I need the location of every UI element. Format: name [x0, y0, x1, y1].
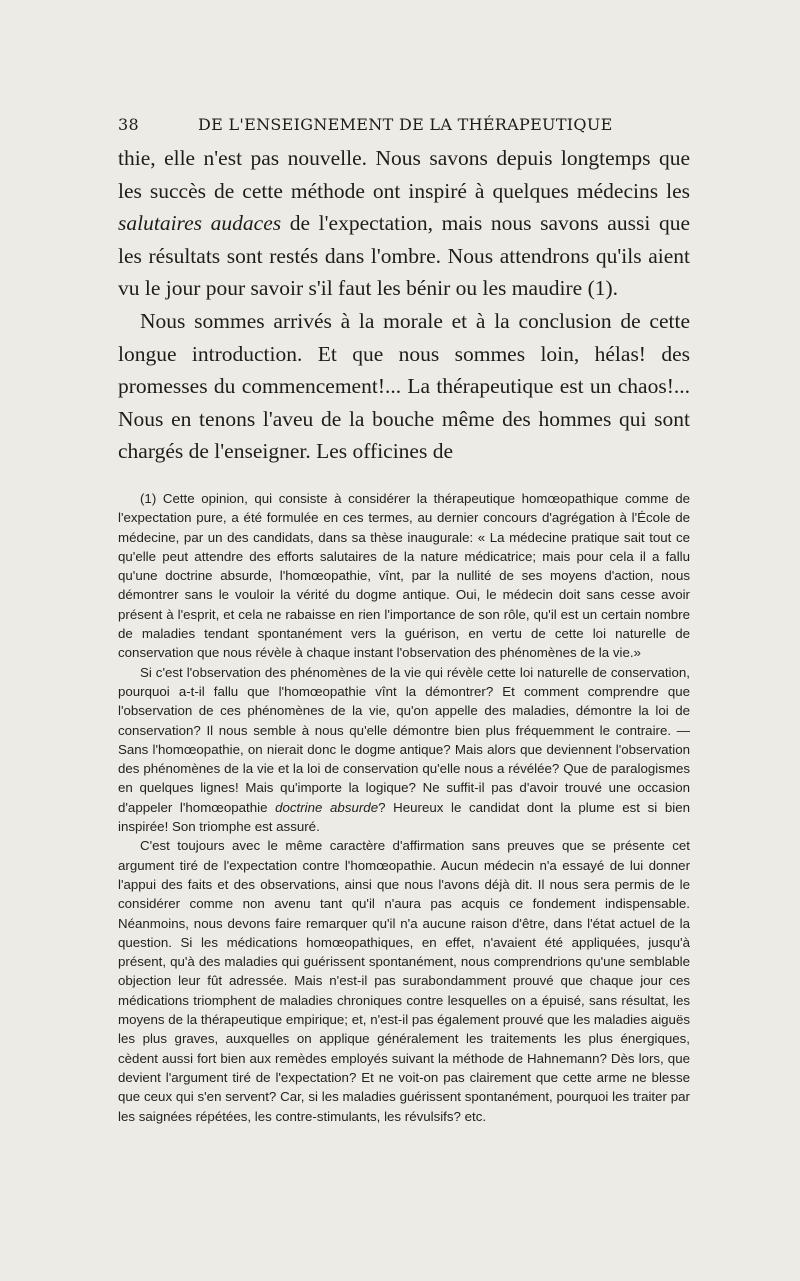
footnote-2-italic: doctrine absurde [275, 799, 379, 815]
main-text [118, 142, 690, 468]
footnote-2-part-a: Si c'est l'observation des phénomènes de la vie qui révèle cette loi naturelle de conservation, pourquoi a-t-il fallu que l'homœopathie vînt la démontrer? Et comment comprendre que l'observation de ces phénomènes de la vie, qu'on appelle des maladies, démontre la loi de conservation? Il nous semble à nous qu'elle démontre bien plus fréquemment le contraire. — Sans l'homœopathie, on nierait donc le dogme antique? Mais alors que deviennent l'observation des phénomènes de la vie et la loi de conservation qu'elle nous a révélée? Que de paralogismes en quelques lignes! Mais qu'importe la logique? Ne suffit-il pas d'avoir trouvé une occasion d'appeler l'homœopathie [118, 664, 690, 815]
footnote-block [118, 489, 690, 1126]
paragraph-2: Nous sommes arrivés à la morale et à la conclusion de cette longue introduction. Et que nous sommes loin, hélas! des promesses du commencement!... La thérapeutique est un chaos!... Nous en tenons l'aveu de la bouche même des hommes qui sont chargés de l'enseigner. Les officines de [118, 308, 690, 464]
paragraph-1-part-a: thie, elle n'est pas nouvelle. Nous savons depuis longtemps que les succès de cette méthode ont inspiré à quelques médecins les [118, 146, 690, 203]
running-title: DE L'ENSEIGNEMENT DE LA THÉRAPEUTIQUE [198, 115, 613, 134]
paragraph-1-italic: salutaires audaces [118, 211, 282, 236]
footnote-2-part-b: ? Heureux le candidat dont la plume est si bien inspirée! Son triomphe est assuré. [118, 799, 690, 835]
paragraph-1-part-b: de l'expectation, mais nous savons aussi que les résultats sont restés dans l'ombre. Nous attendrons qu'ils aient vu le jour pour savoir s'il faut les bénir ou les maudire (1). [118, 211, 690, 301]
page-number: 38 [118, 115, 139, 134]
footnote-1: (1) Cette opinion, qui consiste à considérer la thérapeutique homœopathique comme de l'expectation pure, a été formulée en ces termes, au dernier concours d'agrégation à l'École de médecine, par un des candidats, dans sa thèse inaugurale: « La médecine pratique sait tout ce qu'elle peut attendre des efforts salutaires de la nature médicatrice; mais pour cela il a fallu qu'une doctrine absurde, l'homœopathie, vînt, par la nullité de ses moyens d'action, nous démontrer sans le vouloir la vérité du dogme antique. Oui, le médecin doit sans cesse avoir présent à l'esprit, et cela ne rabaisse en rien l'importance de son rôle, qu'il est un certain nombre de maladies tendant spontanément vers la guérison, en vertu de cette loi naturelle de conservation que nous révèle à chaque instant l'observation des phénomènes de la vie.» [118, 491, 690, 661]
paragraph-1 [118, 142, 690, 305]
footnote-3: C'est toujours avec le même caractère d'affirmation sans preuves que se présente cet argument tiré de l'expectation contre l'homœopathie. Aucun médecin n'a essayé de lui donner l'appui des faits et des observations, ainsi que nous l'avons déjà dit. Il nous sera permis de le considérer comme non avenu tant qu'il n'aura pas acquis ce fondement indispensable. Néanmoins, nous devons faire remarquer qu'il n'a aucune raison d'être, dans l'état actuel de la question. Si les médications homœopathiques, en effet, n'avaient été appliquées, jusqu'à présent, qu'à des maladies qui guérissent spontanément, nous comprendrions qu'une semblable objection leur fût adressée. Mais n'est-il pas surabondamment prouvé que chaque jour ces médications triomphent de maladies chroniques contre lesquelles on a épuisé, sans résultat, les moyens de la thérapeutique empirique; et, n'est-il pas également prouvé que les maladies aiguës les plus graves, auxquelles on applique généralement les traitements les plus énergiques, cèdent aussi fort bien aux remèdes employés suivant la méthode de Hahnemann? Dès lors, que devient l'argument tiré de l'expectation? Et ne voit-on pas clairement que cette arme ne blesse que ceux qui s'en servent? Car, si les maladies guérissent spontanément, pourquoi les traiter par les saignées répétées, les contre-stimulants, les révulsifs? etc. [118, 838, 690, 1124]
footnote-2 [118, 663, 690, 837]
running-header [118, 115, 678, 139]
